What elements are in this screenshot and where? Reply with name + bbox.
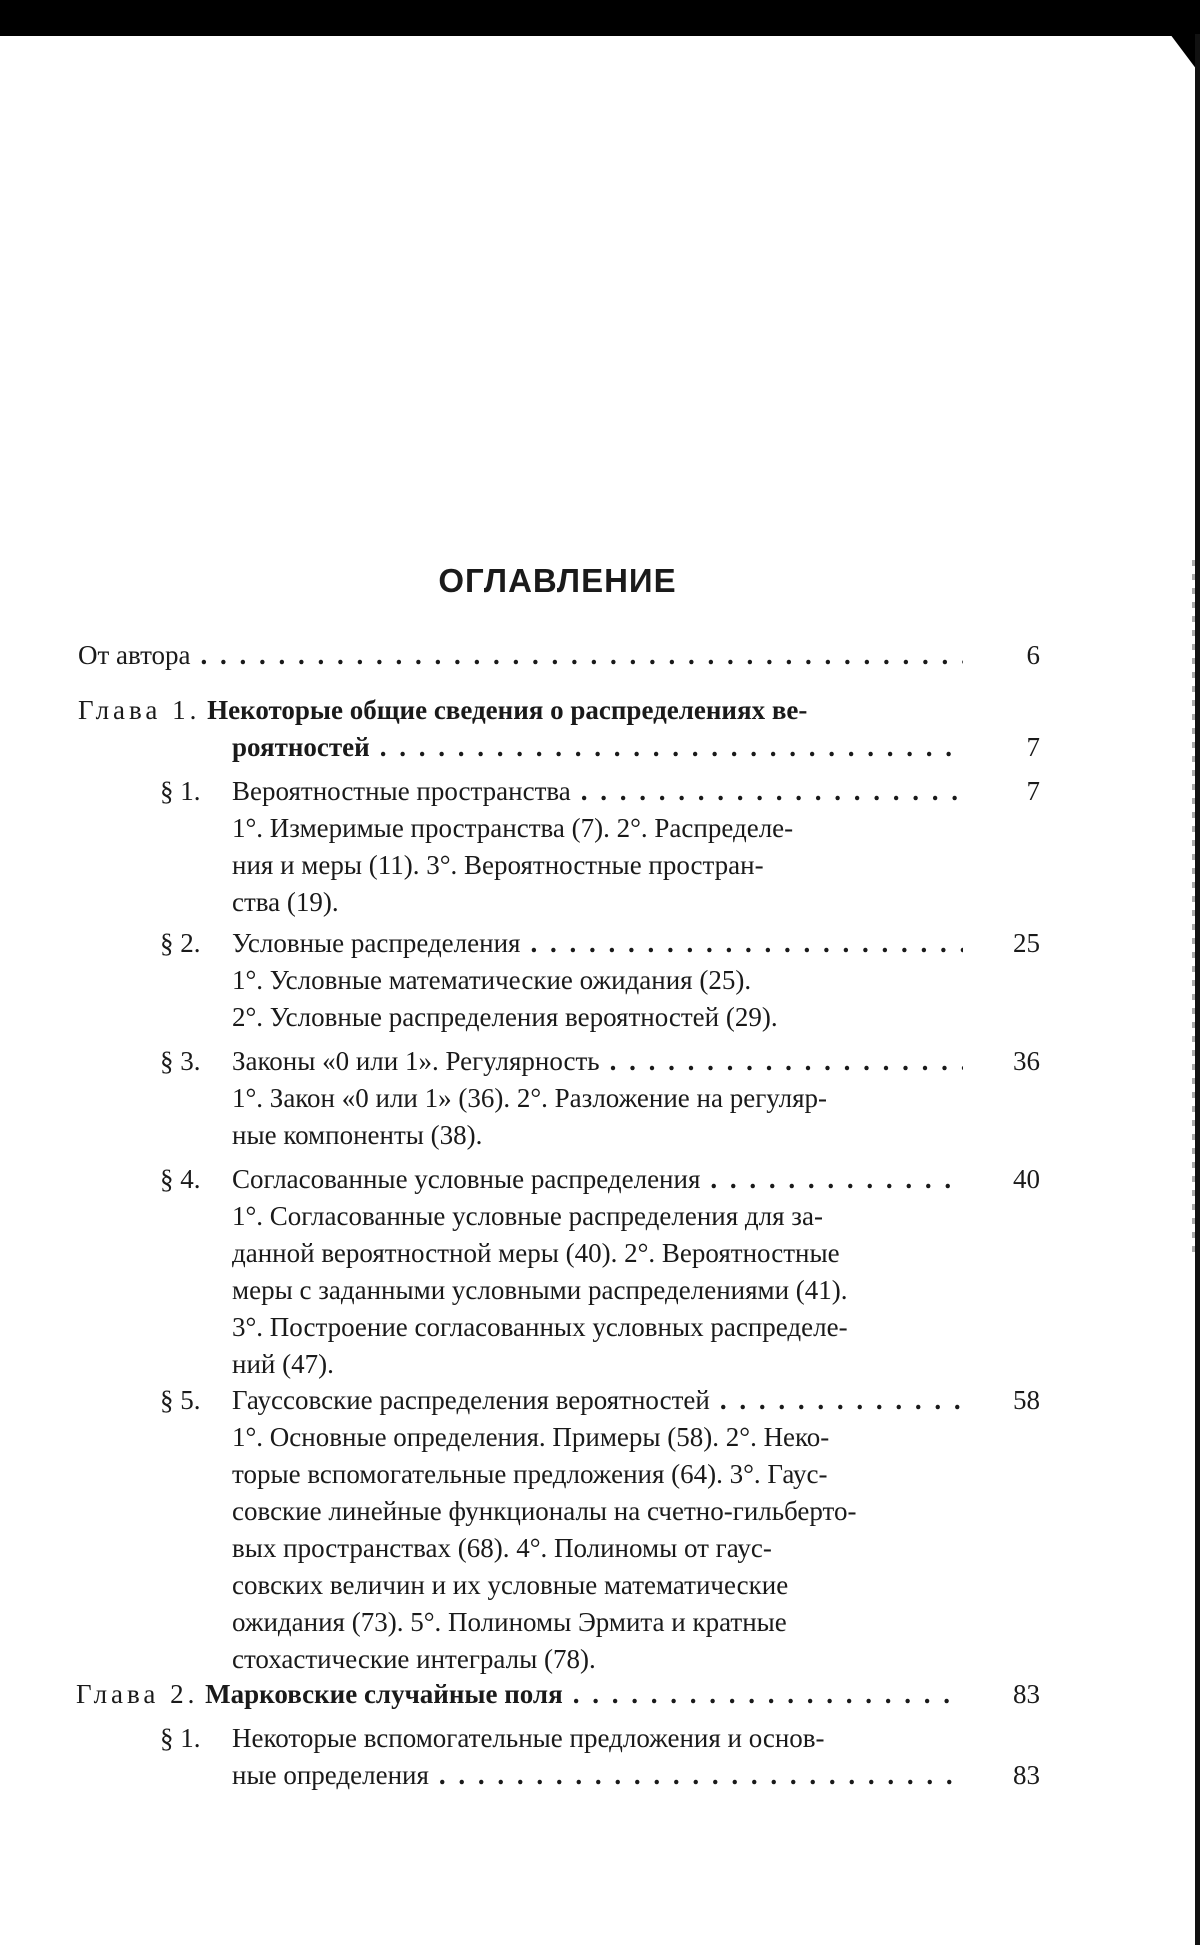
dot-leader — [573, 1676, 963, 1713]
detail-line: меры с заданными условными распределениями (41). — [232, 1275, 848, 1305]
detail-line: ные компоненты (38). — [232, 1120, 483, 1150]
section-mark: § 1. — [160, 776, 201, 806]
page-number: 36 — [1013, 1046, 1040, 1076]
detail-line: ния и меры (11). 3°. Вероятностные простран- — [232, 850, 764, 880]
detail-line: 1°. Условные математические ожидания (25). — [232, 965, 752, 995]
page-number: 83 — [1013, 1679, 1040, 1709]
detail-line: ний (47). — [232, 1349, 334, 1379]
chapter-title-line2: роятностей — [232, 732, 370, 762]
chapter-title-line1: Некоторые общие сведения о распределениях ве- — [207, 695, 808, 725]
toc-section-2-1[interactable] — [160, 1720, 963, 1757]
section-details — [232, 1198, 962, 1383]
detail-line: 1°. Основные определения. Примеры (58). 2°. Неко- — [232, 1422, 830, 1452]
section-mark: § 2. — [160, 928, 201, 958]
dot-leader — [710, 1161, 963, 1198]
section-mark: § 1. — [160, 1723, 201, 1753]
chapter-title: Марковские случайные поля — [205, 1679, 563, 1709]
section-mark: § 4. — [160, 1164, 201, 1194]
scan-edge-noise — [1192, 560, 1195, 1260]
section-title: Согласованные условные распределения — [232, 1164, 701, 1194]
detail-line: вых пространствах (68). 4°. Полиномы от гаус- — [232, 1533, 772, 1563]
section-title: Гауссовские распределения вероятностей — [232, 1385, 710, 1415]
page-number: 40 — [1013, 1164, 1040, 1194]
scan-corner — [0, 34, 1200, 70]
section-title: Вероятностные пространства — [232, 776, 571, 806]
scan-border-right — [1195, 34, 1200, 1945]
detail-line: 1°. Согласованные условные распределения для за- — [232, 1201, 823, 1231]
toc-entry-label: От автора — [78, 640, 191, 670]
dot-leader — [581, 773, 963, 810]
dot-leader — [720, 1382, 963, 1419]
toc-section-1-4[interactable] — [160, 1161, 963, 1198]
toc-entry-preface[interactable] — [78, 637, 963, 674]
dot-leader — [380, 729, 963, 766]
detail-line: 3°. Построение согласованных условных распределе- — [232, 1312, 848, 1342]
detail-line: совские линейные функционалы на счетно-гильберто- — [232, 1496, 857, 1526]
toc-section-1-1[interactable] — [160, 773, 963, 810]
detail-line: стохастические интегралы (78). — [232, 1644, 596, 1674]
page-number: 58 — [1013, 1385, 1040, 1415]
toc-chapter-1[interactable] — [78, 692, 968, 729]
page-number: 7 — [1026, 776, 1040, 806]
section-title: Законы «0 или 1». Регулярность — [232, 1046, 600, 1076]
toc-chapter-1-cont — [232, 729, 963, 766]
dot-leader — [439, 1757, 963, 1794]
detail-line: ожидания (73). 5°. Полиномы Эрмита и кратные — [232, 1607, 787, 1637]
section-details — [232, 962, 962, 1036]
chapter-number: Глава 2. — [76, 1679, 199, 1709]
section-mark: § 5. — [160, 1385, 201, 1415]
section-details — [232, 810, 962, 921]
toc-section-1-5[interactable] — [160, 1382, 963, 1419]
section-details — [232, 1419, 962, 1678]
toc-section-2-1-cont — [232, 1757, 963, 1794]
scan-border-top — [0, 0, 1200, 34]
page-number: 83 — [1013, 1760, 1040, 1790]
chapter-number: Глава 1. — [78, 695, 201, 725]
detail-line: данной вероятностной меры (40). 2°. Вероятностные — [232, 1238, 840, 1268]
toc-chapter-2[interactable] — [76, 1676, 963, 1713]
toc-title: ОГЛАВЛЕНИЕ — [438, 562, 677, 599]
detail-line: 2°. Условные распределения вероятностей (29). — [232, 1002, 778, 1032]
section-title: Условные распределения — [232, 928, 521, 958]
page-number: 6 — [1026, 640, 1040, 670]
detail-line: 1°. Закон «0 или 1» (36). 2°. Разложение на регуляр- — [232, 1083, 827, 1113]
section-title-line2: ные определения — [232, 1760, 429, 1790]
section-title-line1: Некоторые вспомогательные предложения и основ- — [232, 1723, 825, 1753]
detail-line: ства (19). — [232, 887, 339, 917]
detail-line: торые вспомогательные предложения (64). 3°. Гаус- — [232, 1459, 828, 1489]
dot-leader — [201, 637, 963, 674]
detail-line: совских величин и их условные математические — [232, 1570, 789, 1600]
page-number: 25 — [1013, 928, 1040, 958]
toc-section-1-3[interactable] — [160, 1043, 963, 1080]
dot-leader — [610, 1043, 963, 1080]
toc-section-1-2[interactable] — [160, 925, 963, 962]
section-details — [232, 1080, 962, 1154]
page-number: 7 — [1026, 732, 1040, 762]
dot-leader — [530, 925, 963, 962]
detail-line: 1°. Измеримые пространства (7). 2°. Распределе- — [232, 813, 794, 843]
section-mark: § 3. — [160, 1046, 201, 1076]
